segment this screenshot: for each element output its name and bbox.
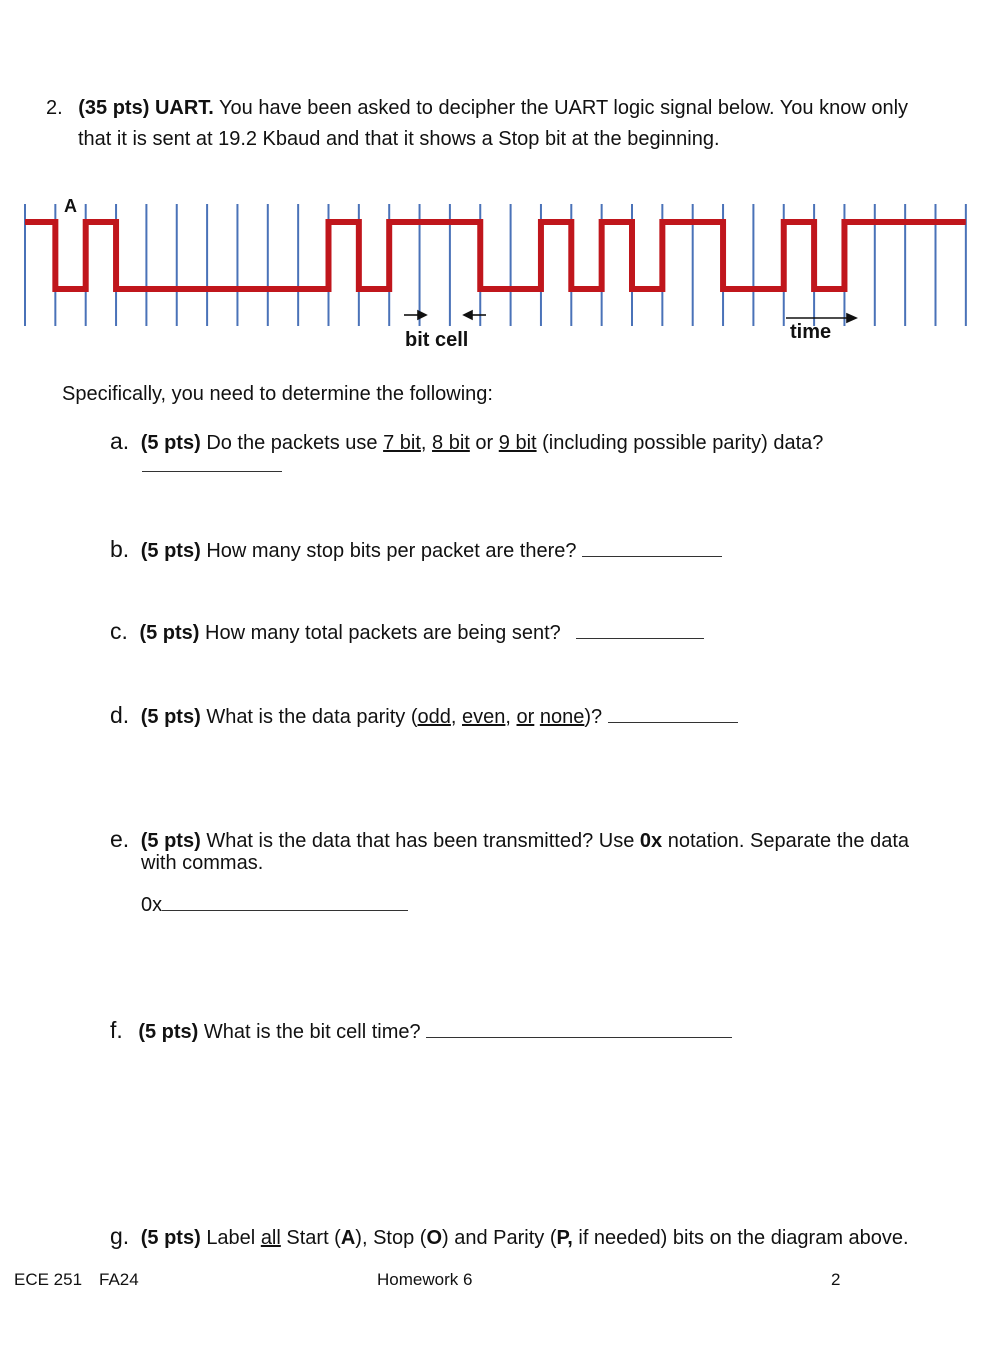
option-8-bit: 8 bit	[432, 432, 470, 454]
problem-number: 2.	[46, 97, 63, 119]
question-points: (5 pts)	[140, 540, 201, 562]
hex-prefix: 0x	[141, 894, 163, 916]
answer-blank-e[interactable]	[162, 909, 408, 911]
question-letter: d.	[110, 702, 130, 728]
intro-text: Specifically, you need to determine the following:	[62, 383, 493, 405]
question-points: (5 pts)	[139, 622, 200, 644]
option-even: even	[462, 706, 506, 728]
problem-text-line2: that it is sent at 19.2 Kbaud and that it shows a Stop bit at the beginning.	[78, 128, 720, 150]
answer-blank-b[interactable]	[582, 555, 722, 557]
label-a: A	[64, 196, 77, 216]
question-letter: b.	[110, 536, 130, 562]
option-7-bit: 7 bit	[383, 432, 421, 454]
bit-cell-label: bit cell	[405, 329, 469, 351]
footer-term: FA24	[99, 1270, 139, 1289]
answer-blank-a[interactable]	[142, 471, 282, 472]
footer-page: 2	[831, 1270, 841, 1289]
question-letter: c.	[110, 618, 128, 644]
question-a: a. (5 pts) Do the packets use 7 bit, 8 bit or 9 bit (including possible parity) data?	[110, 428, 824, 454]
question-d: d. (5 pts) What is the data parity (odd, even, or none)?	[110, 698, 738, 734]
answer-blank-f[interactable]	[426, 1036, 732, 1038]
problem-text-line1: You have been asked to decipher the UART logic signal below. You know only	[219, 97, 909, 119]
question-letter: e.	[110, 826, 130, 852]
question-letter: f.	[110, 1017, 123, 1043]
question-b: b. (5 pts) How many stop bits per packet are there?	[110, 532, 722, 568]
answer-e	[141, 890, 408, 921]
question-points: (5 pts)	[140, 432, 201, 454]
problem-heading	[46, 93, 908, 124]
option-odd: odd	[417, 706, 451, 728]
option-none: none	[539, 706, 585, 728]
uart-signal-trace	[25, 222, 966, 289]
problem-title: UART.	[154, 97, 214, 119]
option-9-bit: 9 bit	[498, 432, 537, 454]
question-e: e. (5 pts) What is the data that has been transmitted? Use 0x notation. Separate the data	[110, 826, 910, 852]
question-letter: g.	[110, 1223, 130, 1249]
time-label: time	[790, 321, 832, 343]
question-points: (5 pts)	[140, 706, 201, 728]
problem-points: (35 pts)	[78, 97, 150, 119]
question-points: (5 pts)	[140, 1227, 201, 1249]
answer-blank-c[interactable]	[576, 637, 704, 639]
footer-course: ECE 251	[14, 1270, 83, 1289]
question-points: (5 pts)	[140, 830, 201, 852]
question-points: (5 pts)	[138, 1021, 199, 1043]
uart-signal-diagram	[0, 190, 1002, 355]
answer-blank-d[interactable]	[608, 721, 738, 723]
question-c: c. (5 pts) How many total packets are being sent?	[110, 614, 704, 650]
question-e-line2: with commas.	[141, 852, 264, 874]
question-f: f. (5 pts) What is the bit cell time?	[110, 1013, 732, 1049]
question-g: g. (5 pts) Label all Start (A), Stop (O) and Parity (P, if needed) bits on the diagram above.	[110, 1223, 909, 1249]
bit-cell-marker	[404, 311, 486, 319]
question-letter: a.	[110, 428, 130, 454]
footer-title: Homework 6	[377, 1270, 473, 1289]
